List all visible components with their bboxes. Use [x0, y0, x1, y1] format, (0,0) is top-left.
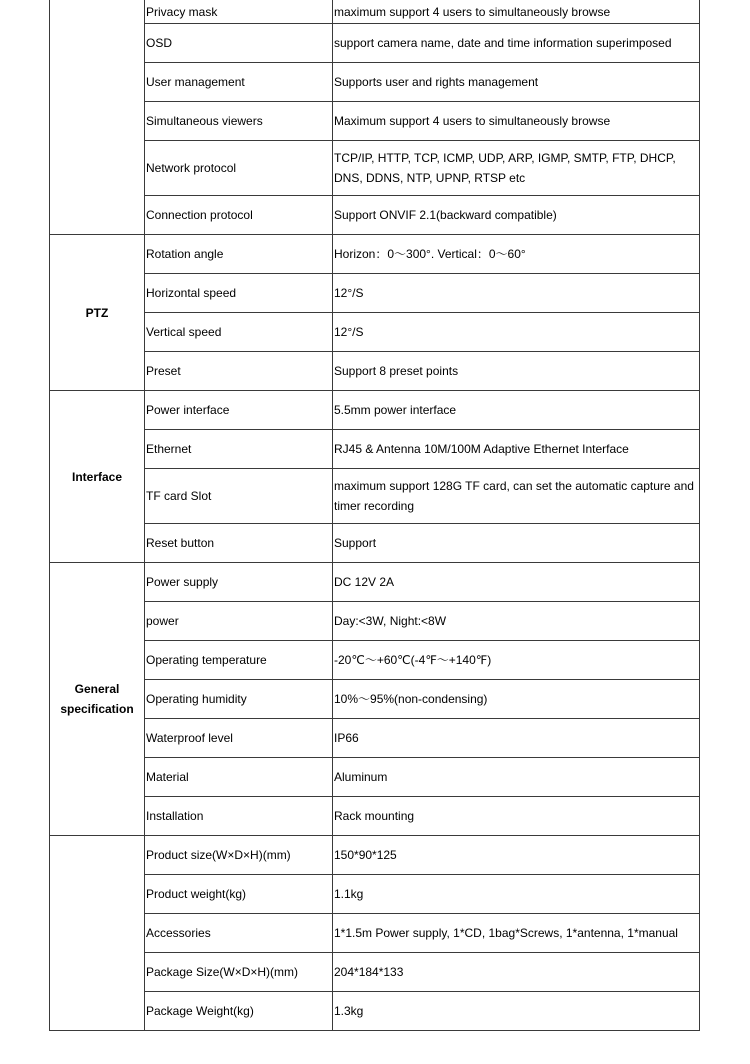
spec-value: maximum support 4 users to simultaneously browse	[333, 0, 700, 24]
table-row	[50, 352, 700, 391]
spec-value: RJ45 & Antenna 10M/100M Adaptive Ethernet Interface	[333, 430, 700, 469]
spec-label: Reset button	[145, 524, 333, 563]
spec-value: TCP/IP, HTTP, TCP, ICMP, UDP, ARP, IGMP, SMTP, FTP, DHCP, DNS, DDNS, NTP, UPNP, RTSP etc	[333, 141, 700, 196]
spec-value: IP66	[333, 719, 700, 758]
group-label: General specification	[50, 563, 145, 836]
spec-value: support camera name, date and time information superimposed	[333, 24, 700, 63]
spec-label: Vertical speed	[145, 313, 333, 352]
spec-value: 12°/S	[333, 313, 700, 352]
table-row	[50, 469, 700, 524]
spec-value: Support	[333, 524, 700, 563]
spec-label: Waterproof level	[145, 719, 333, 758]
table-row	[50, 141, 700, 196]
table-row	[50, 797, 700, 836]
spec-label: Power interface	[145, 391, 333, 430]
spec-label: Connection protocol	[145, 196, 333, 235]
group-label: PTZ	[50, 235, 145, 391]
spec-label: TF card Slot	[145, 469, 333, 524]
spec-label: OSD	[145, 24, 333, 63]
table-row	[50, 602, 700, 641]
table-row	[50, 102, 700, 141]
spec-label: Network protocol	[145, 141, 333, 196]
spec-value: 1*1.5m Power supply, 1*CD, 1bag*Screws, 1*antenna, 1*manual	[333, 914, 700, 953]
spec-label: Product size(W×D×H)(mm)	[145, 836, 333, 875]
spec-value: 1.3kg	[333, 992, 700, 1031]
table-row	[50, 430, 700, 469]
table-row	[50, 0, 700, 24]
table-row	[50, 836, 700, 875]
spec-label: Operating temperature	[145, 641, 333, 680]
spec-value: Rack mounting	[333, 797, 700, 836]
spec-value: maximum support 128G TF card, can set the automatic capture and timer recording	[333, 469, 700, 524]
group-label: Interface	[50, 391, 145, 563]
table-row	[50, 914, 700, 953]
table-row	[50, 196, 700, 235]
spec-value: 150*90*125	[333, 836, 700, 875]
spec-value: Horizon：0～300°. Vertical：0～60°	[333, 235, 700, 274]
table-row	[50, 313, 700, 352]
spec-label: Product weight(kg)	[145, 875, 333, 914]
spec-label: Rotation angle	[145, 235, 333, 274]
spec-label: Package Size(W×D×H)(mm)	[145, 953, 333, 992]
spec-label: power	[145, 602, 333, 641]
table-row	[50, 758, 700, 797]
spec-label: Power supply	[145, 563, 333, 602]
spec-label: Installation	[145, 797, 333, 836]
spec-table	[49, 0, 700, 1031]
spec-value: Maximum support 4 users to simultaneously browse	[333, 102, 700, 141]
spec-value: 10%～95%(non-condensing)	[333, 680, 700, 719]
table-row	[50, 680, 700, 719]
spec-value: Supports user and rights management	[333, 63, 700, 102]
table-row	[50, 524, 700, 563]
spec-table-body	[50, 0, 700, 1031]
spec-label: Ethernet	[145, 430, 333, 469]
spec-label: Package Weight(kg)	[145, 992, 333, 1031]
table-row	[50, 24, 700, 63]
spec-label: Simultaneous viewers	[145, 102, 333, 141]
spec-label: User management	[145, 63, 333, 102]
table-row	[50, 391, 700, 430]
table-row	[50, 641, 700, 680]
spec-label: Accessories	[145, 914, 333, 953]
spec-label: Horizontal speed	[145, 274, 333, 313]
table-row	[50, 875, 700, 914]
spec-value: 12°/S	[333, 274, 700, 313]
spec-value: 1.1kg	[333, 875, 700, 914]
spec-label: Privacy mask	[145, 0, 333, 24]
spec-value: 5.5mm power interface	[333, 391, 700, 430]
spec-label: Material	[145, 758, 333, 797]
spec-value: Aluminum	[333, 758, 700, 797]
table-row	[50, 563, 700, 602]
spec-label: Operating humidity	[145, 680, 333, 719]
group-label	[50, 836, 145, 1031]
spec-label: Preset	[145, 352, 333, 391]
group-label	[50, 0, 145, 235]
spec-value: -20℃～+60℃(-4℉～+140℉)	[333, 641, 700, 680]
spec-value: Support 8 preset points	[333, 352, 700, 391]
table-row	[50, 953, 700, 992]
spec-value: 204*184*133	[333, 953, 700, 992]
table-row	[50, 63, 700, 102]
table-row	[50, 274, 700, 313]
table-row	[50, 719, 700, 758]
table-row	[50, 992, 700, 1031]
spec-value: DC 12V 2A	[333, 563, 700, 602]
table-row	[50, 235, 700, 274]
spec-value: Day:<3W, Night:<8W	[333, 602, 700, 641]
spec-value: Support ONVIF 2.1(backward compatible)	[333, 196, 700, 235]
